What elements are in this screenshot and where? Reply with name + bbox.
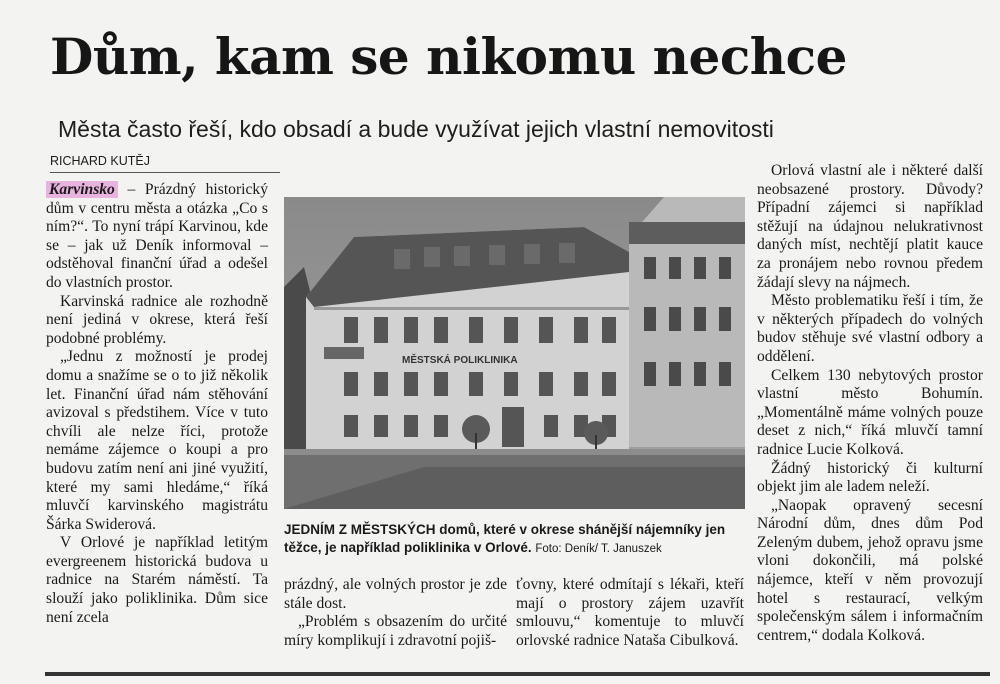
article-photo — [284, 197, 745, 509]
bottom-rule — [45, 672, 990, 676]
article-column-4 — [757, 162, 983, 645]
paragraph: V Orlové je například letitým evergreenem historická budova u radnice na Starém náměstí. Ta slouží jako poliklinika. Dům sice není zcela — [46, 534, 268, 626]
paragraph: prázdný, ale volných prostor je zde stále dost. — [284, 576, 507, 612]
paragraph: Karvinská radnice ale rozhodně není jediná v okrese, která řeší podobné problémy. — [46, 292, 268, 347]
headline: Dům, kam se nikomu nechce — [50, 27, 847, 86]
article-column-2 — [284, 576, 507, 650]
article-column-3 — [516, 576, 744, 650]
paragraph: „Problém s obsazením do určité míry komplikují i zdravotní pojiš- — [284, 613, 507, 649]
paragraph: Žádný historický či kulturní objekt jim ale ladem neleží. — [757, 459, 983, 496]
building-photo-image — [284, 197, 745, 509]
subhead: Města často řeší, kdo obsadí a bude využívat jejich vlastní nemovitosti — [58, 116, 774, 142]
lead-word: Karvinsko — [46, 181, 118, 198]
byline: RICHARD KUTĚJ — [50, 153, 280, 173]
paragraph: Celkem 130 nebytových prostor vlastní město Bohumín. „Momentálně máme volných pouze deset z nich,“ říká mluvčí tamní radnice Lucie Kolková. — [757, 366, 983, 458]
paragraph: Orlová vlastní ale i některé další neobsazené prostory. Důvody? Případní zájemci si například stěžují na údajnou nelukrativnost daných míst, nechtějí platit kauce za pronájem nebo rovnou předem žádají slevy na nájmech. — [757, 162, 983, 291]
paragraph: ťovny, které odmítají s lékaři, kteří mají o prostory zájem uzavřít smlouvu,“ komentuje to mluvčí orlovské radnice Nataša Cibulková. — [516, 576, 744, 649]
paragraph-lead — [46, 181, 268, 293]
paragraph: „Naopak opravený secesní Národní dům, dnes dům Pod Zeleným dubem, jehož opravu jsme vloni dokončili, má polské nájemce, kteří v něm provozují hotel s restaurací, velkým společenským sálem i informačním centrem,“ dodala Kolková. — [757, 496, 983, 644]
building-sign-text: MĚSTSKÁ POLIKLINIKA — [402, 355, 518, 366]
paragraph: Město problematiku řeší i tím, že v některých případech do volných budov stěhuje své vlastní odbory a oddělení. — [757, 292, 983, 365]
article-column-1 — [46, 181, 268, 627]
paragraph-lead-text: – Prázdný historický dům v centru města a otázka „Co s ním?“. To nyní trápí Karvinou, kde se – jak už Deník informoval – odstěhoval finanční úřad a odešel do vlastních prostor. — [46, 181, 268, 291]
photo-credit: Foto: Deník/ T. Januszek — [535, 543, 662, 555]
caption-text: , které v okrese shánější nájemníky jen těžce, je například poliklinika v Orlové. — [284, 522, 726, 555]
paragraph: „Jednu z možností je prodej domu a snažíme se o to již několik let. Finanční úřad nám stěhování avizoval s předstihem. Více v tuto chvíli ale nelze říci, protože nemáme zájemce o koupi a pro budovu zatím není ani jiné využití, které my sami hledáme,“ říká mluvčí karvinského magistrátu Šárka Swiderová. — [46, 348, 268, 533]
photo-caption — [284, 521, 744, 558]
caption-lead: JEDNÍM Z MĚSTSKÝCH domů — [284, 522, 477, 537]
